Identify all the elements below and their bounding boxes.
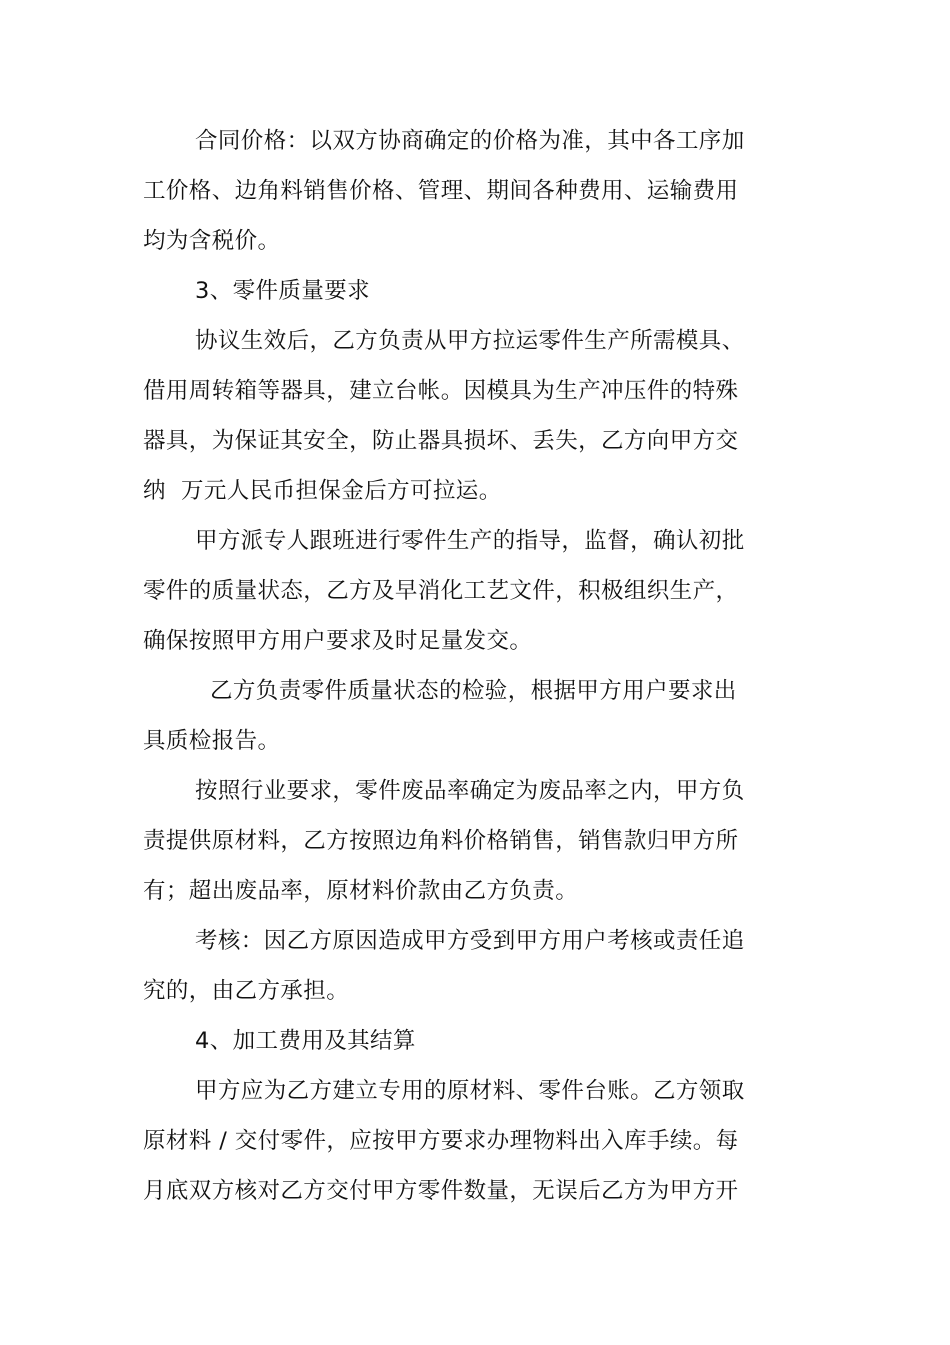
paragraph-line: 纳 万元人民币担保金后方可拉运。 <box>143 478 502 504</box>
paragraph-line: 协议生效后，乙方负责从甲方拉运零件生产所需模具、 <box>195 328 745 354</box>
section-heading: 3、零件质量要求 <box>195 278 371 304</box>
paragraph-line: 借用周转箱等器具，建立台帐。因模具为生产冲压件的特殊 <box>143 378 739 404</box>
paragraph-line: 器具，为保证其安全，防止器具损坏、丢失，乙方向甲方交 <box>143 428 739 454</box>
paragraph-line: 考核：因乙方原因造成甲方受到甲方用户考核或责任追 <box>195 928 745 954</box>
paragraph-line: 甲方应为乙方建立专用的原材料、零件台账。乙方领取 <box>195 1078 745 1104</box>
section-heading: 4、加工费用及其结算 <box>195 1028 416 1054</box>
paragraph-line: 原材料 / 交付零件，应按甲方要求办理物料出入库手续。每 <box>143 1128 739 1154</box>
paragraph-line: 均为含税价。 <box>143 228 281 254</box>
paragraph-line: 责提供原材料，乙方按照边角料价格销售，销售款归甲方所 <box>143 828 739 854</box>
paragraph-line: 有；超出废品率，原材料价款由乙方负责。 <box>143 878 579 904</box>
paragraph-line: 甲方派专人跟班进行零件生产的指导，监督，确认初批 <box>195 528 745 554</box>
paragraph-line: 具质检报告。 <box>143 728 281 754</box>
paragraph-line: 合同价格：以双方协商确定的价格为准，其中各工序加 <box>195 128 745 154</box>
paragraph-line: 究的，由乙方承担。 <box>143 978 350 1004</box>
paragraph-line: 工价格、边角料销售价格、管理、期间各种费用、运输费用 <box>143 178 739 204</box>
paragraph-line: 确保按照甲方用户要求及时足量发交。 <box>143 628 533 654</box>
paragraph-line: 乙方负责零件质量状态的检验，根据甲方用户要求出 <box>210 678 737 704</box>
paragraph-line: 按照行业要求，零件废品率确定为废品率之内，甲方负 <box>195 778 745 804</box>
paragraph-line: 月底双方核对乙方交付甲方零件数量，无误后乙方为甲方开 <box>143 1178 739 1204</box>
paragraph-line: 零件的质量状态，乙方及早消化工艺文件，积极组织生产， <box>143 578 739 604</box>
